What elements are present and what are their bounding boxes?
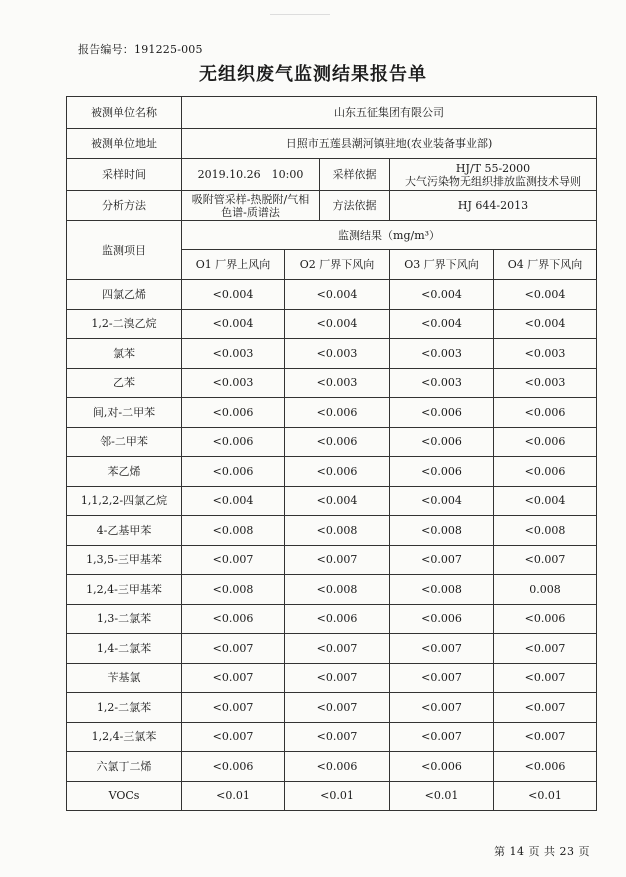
result-cell: <0.006: [494, 604, 597, 634]
pollutant-name: 1,4-二氯苯: [67, 634, 182, 664]
basis-value: [390, 159, 597, 191]
table-row: [67, 545, 597, 575]
table-row: [67, 693, 597, 723]
table-row: [67, 280, 597, 310]
result-cell: <0.006: [390, 457, 494, 487]
method-value-line2: 色谱-质谱法: [221, 205, 280, 219]
column-header: O3 厂界下风向: [390, 250, 494, 280]
result-cell: <0.007: [285, 634, 390, 664]
result-cell: <0.008: [285, 516, 390, 546]
scan-mark: [270, 14, 330, 15]
table-row: [67, 575, 597, 605]
result-cell: <0.006: [285, 752, 390, 782]
result-cell: <0.006: [285, 427, 390, 457]
pollutant-name: 邻-二甲苯: [67, 427, 182, 457]
result-cell: <0.007: [182, 722, 285, 752]
result-cell: <0.004: [494, 280, 597, 310]
result-cell: <0.007: [285, 722, 390, 752]
result-cell: <0.007: [182, 545, 285, 575]
basis-label: 采样依据: [320, 159, 390, 191]
result-cell: <0.007: [390, 722, 494, 752]
result-cell: <0.007: [390, 545, 494, 575]
table-row: [67, 398, 597, 428]
result-cell: <0.006: [285, 604, 390, 634]
result-cell: <0.004: [182, 280, 285, 310]
result-cell: <0.003: [390, 368, 494, 398]
table-row: [67, 663, 597, 693]
result-cell: <0.006: [285, 398, 390, 428]
method-row: [67, 191, 597, 221]
result-cell: <0.007: [494, 693, 597, 723]
unit-row: [67, 97, 597, 129]
address-label: 被测单位地址: [67, 129, 182, 159]
pollutant-name: 间,对-二甲苯: [67, 398, 182, 428]
result-cell: <0.01: [390, 781, 494, 811]
result-cell: <0.006: [182, 457, 285, 487]
table-row: [67, 457, 597, 487]
result-cell: <0.004: [182, 486, 285, 516]
result-cell: <0.008: [182, 575, 285, 605]
table-row: [67, 516, 597, 546]
time-label: 采样时间: [67, 159, 182, 191]
pollutant-name: 1,2,4-三甲基苯: [67, 575, 182, 605]
result-cell: <0.006: [285, 457, 390, 487]
result-cell: <0.004: [494, 486, 597, 516]
result-cell: <0.004: [285, 486, 390, 516]
result-cell: <0.008: [182, 516, 285, 546]
pollutant-name: 1,3,5-三甲基苯: [67, 545, 182, 575]
result-cell: <0.006: [390, 427, 494, 457]
method-value: [182, 191, 320, 221]
result-cell: <0.003: [182, 368, 285, 398]
table-row: [67, 486, 597, 516]
column-header: O1 厂界上风向: [182, 250, 285, 280]
pollutant-name: 1,2-二溴乙烷: [67, 309, 182, 339]
result-cell: <0.007: [182, 693, 285, 723]
pollutant-name: VOCs: [67, 781, 182, 811]
time-value: 2019.10.26 10:00: [182, 159, 320, 191]
method-label: 分析方法: [67, 191, 182, 221]
result-cell: <0.004: [390, 280, 494, 310]
result-cell: <0.007: [285, 693, 390, 723]
method-basis-value: HJ 644-2013: [390, 191, 597, 221]
method-basis-label: 方法依据: [320, 191, 390, 221]
result-cell: <0.006: [494, 398, 597, 428]
result-cell: <0.003: [390, 339, 494, 369]
result-cell: <0.007: [390, 663, 494, 693]
result-cell: <0.006: [390, 604, 494, 634]
column-header: O4 厂界下风向: [494, 250, 597, 280]
table-row: [67, 604, 597, 634]
result-cell: <0.006: [182, 604, 285, 634]
pollutant-name: 1,2-二氯苯: [67, 693, 182, 723]
result-cell: <0.004: [390, 486, 494, 516]
result-cell: <0.004: [182, 309, 285, 339]
result-cell: <0.008: [390, 575, 494, 605]
result-cell: <0.007: [182, 663, 285, 693]
table-row: [67, 781, 597, 811]
result-cell: <0.003: [182, 339, 285, 369]
result-cell: <0.004: [285, 309, 390, 339]
pollutant-name: 1,2,4-三氯苯: [67, 722, 182, 752]
result-cell: <0.003: [494, 368, 597, 398]
pollutant-name: 1,1,2,2-四氯乙烷: [67, 486, 182, 516]
table-row: [67, 339, 597, 369]
result-cell: <0.006: [494, 427, 597, 457]
pollutant-name: 氯苯: [67, 339, 182, 369]
result-cell: <0.004: [390, 309, 494, 339]
result-cell: <0.006: [494, 752, 597, 782]
pollutant-name: 1,3-二氯苯: [67, 604, 182, 634]
page-number: 第 14 页 共 23 页: [494, 845, 590, 858]
table-row: [67, 309, 597, 339]
method-value-line1: 吸附管采样-热脱附/气相: [191, 192, 310, 206]
result-cell: <0.008: [285, 575, 390, 605]
column-header: O2 厂界下风向: [285, 250, 390, 280]
basis-value-line1: HJ/T 55-2000: [455, 161, 531, 175]
table-row: [67, 368, 597, 398]
time-row: [67, 159, 597, 191]
unit-label: 被测单位名称: [67, 97, 182, 129]
result-cell: <0.007: [285, 663, 390, 693]
result-cell: <0.007: [494, 722, 597, 752]
pollutant-name: 乙苯: [67, 368, 182, 398]
result-cell: <0.004: [494, 309, 597, 339]
pollutant-name: 苯乙烯: [67, 457, 182, 487]
pollutant-name: 苄基氯: [67, 663, 182, 693]
table-row: [67, 427, 597, 457]
result-cell: 0.008: [494, 575, 597, 605]
result-cell: <0.007: [494, 545, 597, 575]
result-cell: <0.003: [285, 339, 390, 369]
result-cell: <0.01: [182, 781, 285, 811]
result-cell: <0.007: [390, 693, 494, 723]
result-cell: <0.006: [494, 457, 597, 487]
table-row: [67, 634, 597, 664]
result-cell: <0.007: [285, 545, 390, 575]
result-cell: <0.007: [390, 634, 494, 664]
table-row: [67, 752, 597, 782]
pollutant-name: 四氯乙烯: [67, 280, 182, 310]
address-value: 日照市五莲县潮河镇驻地(农业装备事业部): [182, 129, 597, 159]
result-header: 监测结果（mg/m³）: [182, 221, 597, 250]
basis-value-line2: 大气污染物无组织排放监测技术导则: [405, 174, 582, 188]
report-number: 报告编号：191225-005: [78, 43, 203, 56]
result-cell: <0.008: [494, 516, 597, 546]
result-cell: <0.01: [494, 781, 597, 811]
result-cell: <0.008: [390, 516, 494, 546]
result-cell: <0.007: [494, 663, 597, 693]
result-cell: <0.006: [182, 427, 285, 457]
unit-value: 山东五征集团有限公司: [182, 97, 597, 129]
result-cell: <0.004: [285, 280, 390, 310]
item-header: 监测项目: [67, 221, 182, 280]
result-cell: <0.006: [182, 752, 285, 782]
result-cell: <0.006: [182, 398, 285, 428]
page-title: 无组织废气监测结果报告单: [199, 64, 427, 85]
table-row: [67, 722, 597, 752]
result-cell: <0.003: [494, 339, 597, 369]
pollutant-name: 六氯丁二烯: [67, 752, 182, 782]
result-cell: <0.006: [390, 398, 494, 428]
result-cell: <0.007: [182, 634, 285, 664]
result-cell: <0.01: [285, 781, 390, 811]
results-table: [66, 96, 597, 811]
pollutant-name: 4-乙基甲苯: [67, 516, 182, 546]
result-header-row: [67, 221, 597, 250]
result-cell: <0.006: [390, 752, 494, 782]
result-cell: <0.007: [494, 634, 597, 664]
address-row: [67, 129, 597, 159]
result-cell: <0.003: [285, 368, 390, 398]
